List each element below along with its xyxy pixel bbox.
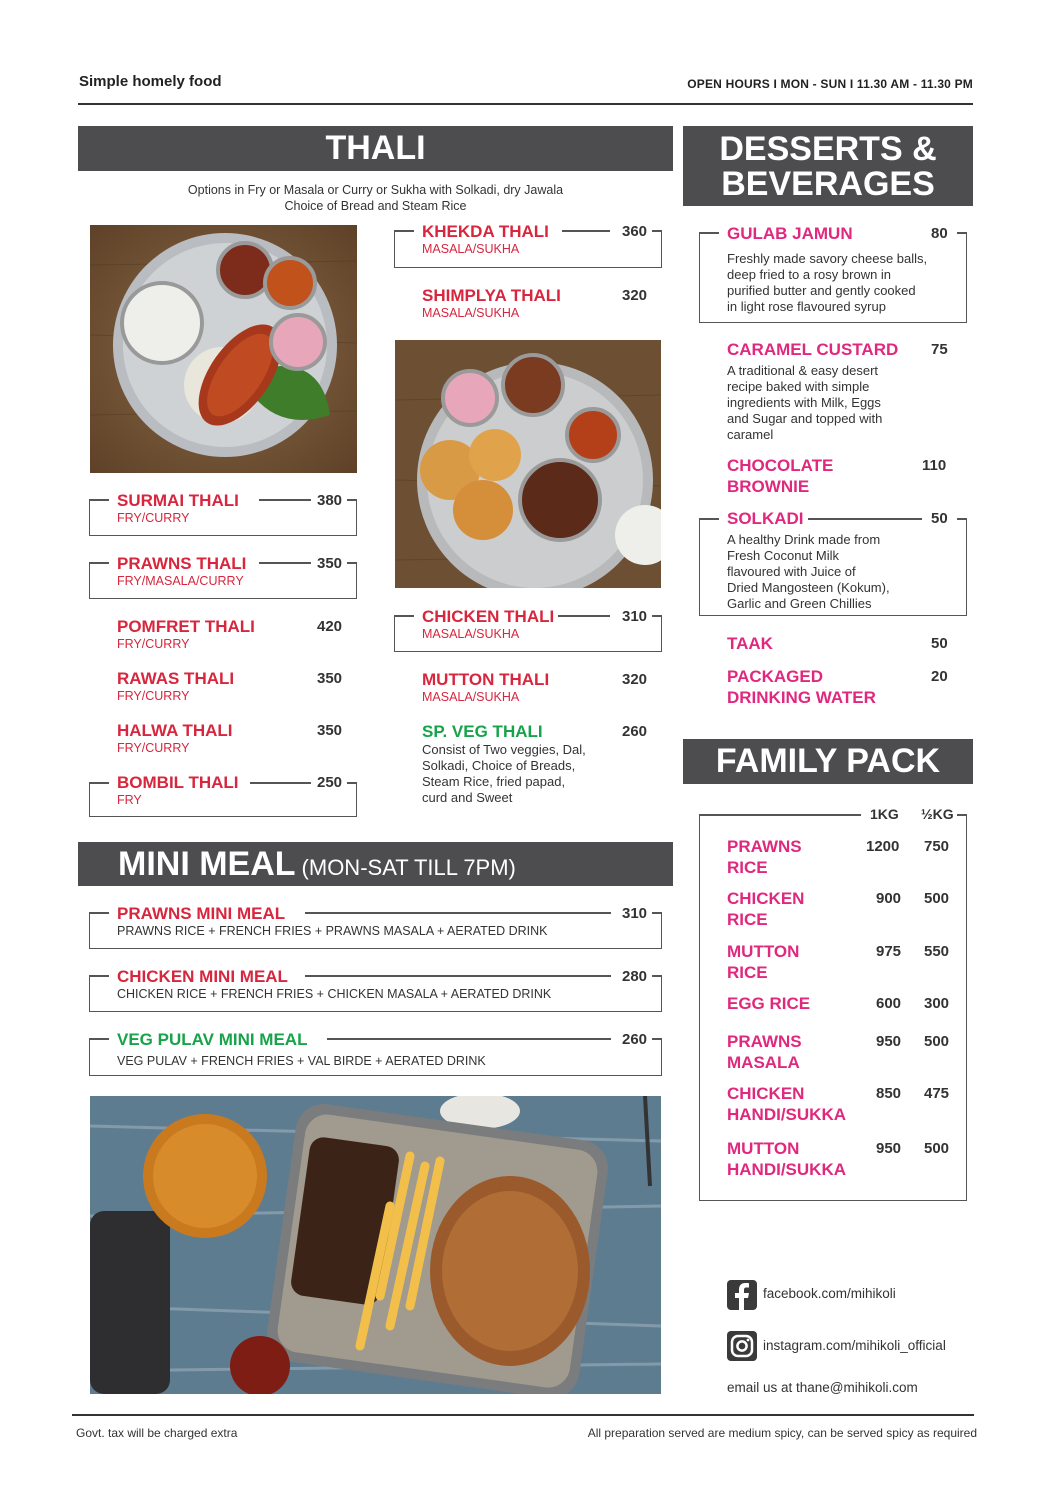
price-1kg: 600 — [876, 995, 902, 1012]
facebook-link[interactable]: facebook.com/mihikoli — [763, 1286, 896, 1301]
menu-item[interactable] — [727, 666, 959, 710]
item-price: 20 — [931, 668, 948, 685]
frame-line — [305, 912, 611, 914]
footer-divider — [72, 1414, 974, 1416]
item-name: POMFRET THALI — [117, 617, 255, 636]
item-price: 250 — [317, 774, 343, 791]
item-name: CHICKEN THALI — [422, 607, 555, 626]
instagram-link[interactable]: instagram.com/mihikoli_official — [763, 1338, 946, 1353]
spice-note: All preparation served are medium spicy, can be served spicy as required — [587, 1426, 977, 1440]
price-1kg: 900 — [876, 890, 902, 907]
price-1kg: 1200 — [866, 838, 900, 855]
row-name: CHICKEN — [727, 889, 805, 908]
item-options: MASALA/SUKHA — [422, 242, 520, 256]
item-price: 310 — [622, 608, 648, 625]
frame-line — [394, 615, 414, 617]
row-name: EGG RICE — [727, 994, 811, 1013]
frame-line — [652, 1038, 662, 1040]
row-name: MUTTON — [727, 1139, 800, 1158]
tax-note: Govt. tax will be charged extra — [76, 1426, 238, 1440]
frame-line — [957, 518, 967, 520]
facebook-icon[interactable] — [727, 1280, 757, 1310]
email-link[interactable]: email us at thane@mihikoli.com — [727, 1380, 918, 1395]
frame-line — [89, 975, 109, 977]
frame-line — [327, 1038, 611, 1040]
row-name-line2: RICE — [727, 963, 768, 982]
mini-meal-photo — [90, 1096, 661, 1394]
item-price: 80 — [931, 225, 948, 242]
item-options: FRY — [117, 793, 142, 807]
frame-line — [957, 232, 967, 234]
frame-line — [699, 232, 719, 234]
row-name: CHICKEN — [727, 1084, 805, 1103]
item-name-line2: DRINKING WATER — [727, 688, 876, 707]
thali-subtitle: Options in Fry or Masala or Curry or Sukha with Solkadi, dry Jawala Choice of Bread and Steam Rice — [187, 183, 564, 213]
item-options: MASALA/SUKHA — [422, 627, 520, 641]
item-name: CHOCOLATE — [727, 456, 834, 475]
row-name-line2: HANDI/SUKKA — [727, 1105, 846, 1124]
item-name: TAAK — [727, 634, 773, 653]
fish-thali-photo — [90, 225, 357, 473]
mini-meal-timing: (MON-SAT TILL 7PM) — [301, 855, 516, 880]
item-contents: VEG PULAV + FRENCH FRIES + VAL BIRDE + AERATED DRINK — [117, 1054, 486, 1068]
item-price: 110 — [922, 457, 947, 474]
item-name: BOMBIL THALI — [117, 773, 239, 792]
item-name: KHEKDA THALI — [422, 222, 549, 241]
tagline: Simple homely food — [79, 73, 222, 90]
price-1kg: 850 — [876, 1085, 902, 1102]
frame-line — [347, 562, 357, 564]
price-half-kg: 500 — [924, 890, 950, 907]
item-name: RAWAS THALI — [117, 669, 235, 688]
frame-line — [808, 518, 922, 520]
item-name: PRAWNS MINI MEAL — [117, 904, 286, 923]
item-description: A healthy Drink made from Fresh Coconut Milk flavoured with Juice of Dried Mangosteen (Kokum), Garlic and Green Chillies — [727, 532, 890, 611]
price-half-kg: 475 — [924, 1085, 950, 1102]
frame-line — [652, 230, 662, 232]
item-price: 310 — [622, 905, 648, 922]
item-price: 320 — [622, 671, 648, 688]
frame-line — [259, 499, 311, 501]
frame-line — [699, 518, 719, 520]
item-price: 420 — [317, 618, 343, 635]
item-price: 320 — [622, 287, 648, 304]
item-contents: PRAWNS RICE + FRENCH FRIES + PRAWNS MASALA + AERATED DRINK — [117, 924, 548, 938]
chicken-thali-photo — [395, 340, 661, 588]
frame-line — [89, 782, 109, 784]
item-description: Consist of Two veggies, Dal, Solkadi, Choice of Breads, Steam Rice, fried papad, curd and Sweet — [422, 742, 586, 805]
item-name-line2: BROWNIE — [727, 477, 810, 496]
item-options: MASALA/SUKHA — [422, 306, 520, 320]
item-price: 360 — [622, 223, 648, 240]
item-options: FRY/CURRY — [117, 511, 190, 525]
price-half-kg: 500 — [924, 1033, 950, 1050]
row-name-line2: RICE — [727, 910, 768, 929]
menu-item[interactable] — [727, 455, 959, 499]
frame-line — [89, 562, 109, 564]
item-name: PACKAGED — [727, 667, 824, 686]
item-price: 50 — [931, 510, 948, 527]
item-name: MUTTON THALI — [422, 670, 550, 689]
item-price: 260 — [622, 723, 648, 740]
header-divider — [78, 103, 973, 105]
row-name: MUTTON — [727, 942, 800, 961]
frame-line — [957, 814, 967, 816]
row-name-line2: RICE — [727, 858, 768, 877]
item-price: 350 — [317, 670, 343, 687]
family-pack-section-title: FAMILY PACK — [683, 739, 973, 784]
item-options: FRY/CURRY — [117, 637, 190, 651]
frame-line — [259, 562, 311, 564]
item-description: Freshly made savory cheese balls, deep fried to a rosy brown in purified butter and gently cooked in light rose flavoured syrup — [727, 251, 928, 314]
price-half-kg: 550 — [924, 943, 950, 960]
frame-line — [305, 975, 611, 977]
price-half-kg: 750 — [924, 838, 950, 855]
instagram-icon[interactable] — [727, 1331, 757, 1361]
item-name: SURMAI THALI — [117, 491, 239, 510]
item-name: HALWA THALI — [117, 721, 233, 740]
item-name: SOLKADI — [727, 509, 804, 528]
row-name: PRAWNS — [727, 837, 802, 856]
frame-line — [89, 499, 109, 501]
item-name: CARAMEL CUSTARD — [727, 340, 899, 359]
item-price: 50 — [931, 635, 948, 652]
item-name: SP. VEG THALI — [422, 722, 543, 741]
frame-line — [652, 975, 662, 977]
price-1kg: 950 — [876, 1033, 902, 1050]
mini-meal-title: MINI MEAL — [118, 845, 296, 883]
frame-line — [347, 499, 357, 501]
item-name: SHIMPLYA THALI — [422, 286, 561, 305]
item-name: PRAWNS THALI — [117, 554, 247, 573]
item-name: CHICKEN MINI MEAL — [117, 967, 288, 986]
price-1kg: 975 — [876, 943, 902, 960]
frame-line — [89, 1038, 109, 1040]
frame-line — [250, 782, 311, 784]
item-price: 260 — [622, 1031, 648, 1048]
frame-line — [562, 230, 610, 232]
row-name-line2: HANDI/SUKKA — [727, 1160, 846, 1179]
item-description: A traditional & easy desert recipe baked with simple ingredients with Milk, Eggs and Sugar and topped with caramel — [727, 363, 883, 442]
item-price: 280 — [622, 968, 648, 985]
item-name: VEG PULAV MINI MEAL — [117, 1030, 308, 1049]
item-price: 350 — [317, 555, 343, 572]
item-options: FRY/CURRY — [117, 689, 190, 703]
price-half-kg: 300 — [924, 995, 950, 1012]
row-name: PRAWNS — [727, 1032, 802, 1051]
item-options: FRY/MASALA/CURRY — [117, 574, 244, 588]
frame-line — [347, 782, 357, 784]
item-options: FRY/CURRY — [117, 741, 190, 755]
frame-line — [558, 615, 610, 617]
mini-meal-section-title — [78, 842, 673, 886]
desserts-section-title: DESSERTS & BEVERAGES — [683, 126, 973, 206]
column-header-1kg: 1KG — [870, 806, 899, 822]
frame-line — [394, 230, 414, 232]
price-1kg: 950 — [876, 1140, 902, 1157]
row-name-line2: MASALA — [727, 1053, 800, 1072]
frame-line — [652, 912, 662, 914]
item-price: 380 — [317, 492, 343, 509]
open-hours: OPEN HOURS I MON - SUN I 11.30 AM - 11.30 PM — [687, 77, 973, 91]
price-half-kg: 500 — [924, 1140, 950, 1157]
frame-line — [89, 912, 109, 914]
item-price: 75 — [931, 341, 948, 358]
frame-line — [652, 615, 662, 617]
item-name: GULAB JAMUN — [727, 224, 853, 243]
frame-line — [699, 814, 861, 816]
item-contents: CHICKEN RICE + FRENCH FRIES + CHICKEN MASALA + AERATED DRINK — [117, 987, 552, 1001]
column-header-half-kg: ½KG — [921, 806, 954, 822]
item-options: MASALA/SUKHA — [422, 690, 520, 704]
thali-section-title: THALI — [78, 126, 673, 171]
item-price: 350 — [317, 722, 343, 739]
